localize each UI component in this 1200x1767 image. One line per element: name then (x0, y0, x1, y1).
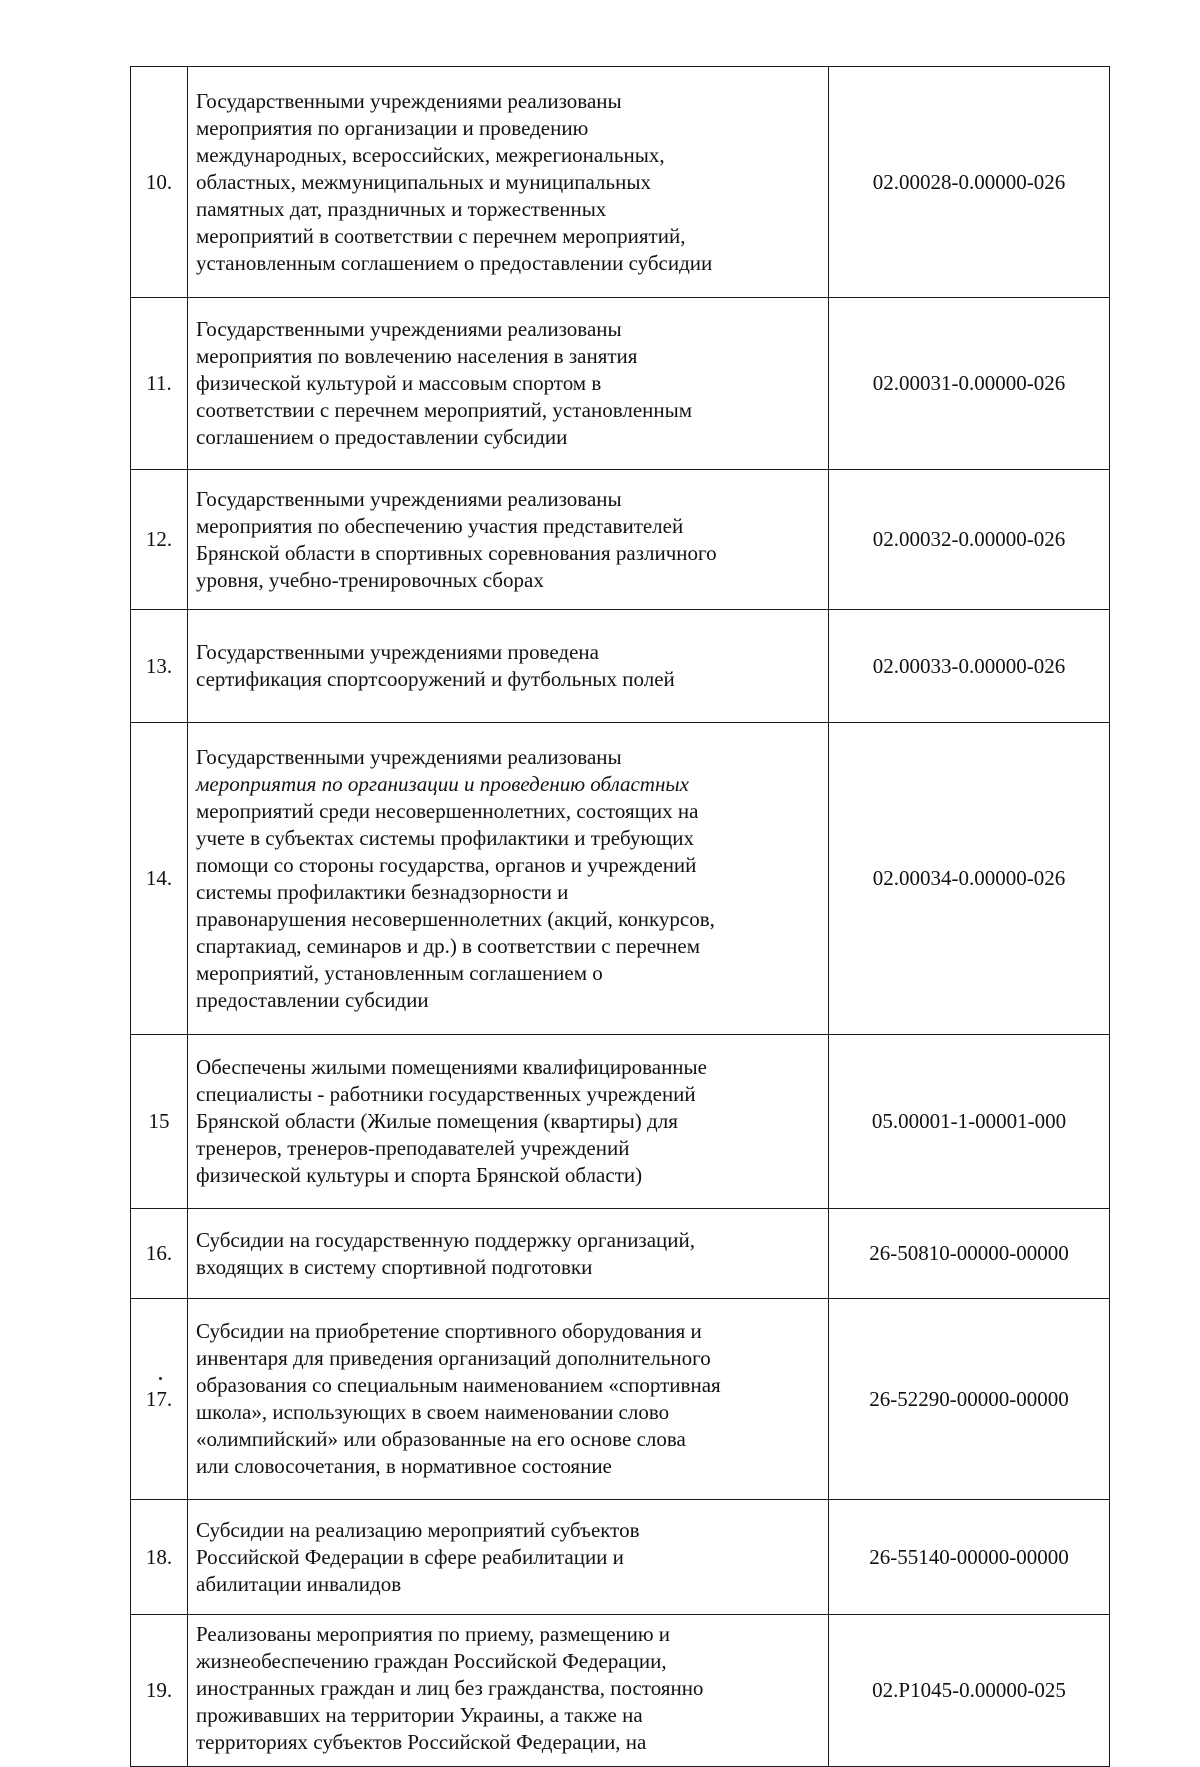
description-line: памятных дат, праздничных и торжественных (196, 196, 607, 221)
description-line: системы профилактики безнадзорности и (196, 879, 569, 904)
description-line: мероприятия по обеспечению участия представителей (196, 513, 684, 538)
description-line: иностранных граждан и лиц без гражданства, постоянно (196, 1676, 704, 1700)
table-row (131, 610, 1110, 723)
description-line: Субсидии на государственную поддержку организаций, (196, 1227, 696, 1252)
subsidy-results-table (130, 66, 1110, 1767)
row-code: 02.00033-0.00000-026 (829, 610, 1110, 723)
description-line: мероприятия по вовлечению населения в занятия (196, 344, 638, 368)
table-row (131, 1299, 1110, 1500)
description-line: абилитации инвалидов (196, 1571, 402, 1596)
scan-speck (159, 1377, 162, 1380)
description-line: предоставлении субсидии (196, 987, 429, 1012)
row-code: 02.00034-0.00000-026 (829, 723, 1110, 1035)
description-line: международных, всероссийских, межрегиональных, (196, 142, 665, 167)
row-description (188, 67, 829, 298)
description-line: мероприятия по организации и проведению (196, 115, 589, 140)
description-line: жизнеобеспечению граждан Российской Федерации, (196, 1649, 667, 1673)
description-line: сертификация спортсооружений и футбольных полей (196, 667, 675, 691)
row-code: 26-50810-00000-00000 (829, 1209, 1110, 1299)
table-row (131, 1615, 1110, 1767)
description-line: входящих в систему спортивной подготовки (196, 1254, 593, 1279)
description-line: Государственными учреждениями реализованы (196, 317, 622, 341)
description-line: физической культуры и спорта Брянской области) (196, 1163, 643, 1187)
row-description (188, 1500, 829, 1615)
row-number: 19. (131, 1615, 188, 1767)
description-line: Субсидии на приобретение спортивного оборудования и (196, 1319, 702, 1343)
description-line: специалисты - работники государственных учреждений (196, 1082, 696, 1106)
row-code: 05.00001-1-00001-000 (829, 1035, 1110, 1209)
row-description (188, 1209, 829, 1299)
description-line: помощи со стороны государства, органов и учреждений (196, 852, 697, 877)
table-row (131, 298, 1110, 470)
description-line: спартакиад, семинаров и др.) в соответствии с перечнем (196, 933, 701, 958)
description-line: Государственными учреждениями реализованы (196, 486, 622, 511)
table-row (131, 1209, 1110, 1299)
table-row (131, 1500, 1110, 1615)
row-code: 26-55140-00000-00000 (829, 1500, 1110, 1615)
description-line: Обеспечены жилыми помещениями квалифицированные (196, 1055, 707, 1079)
row-number: 18. (131, 1500, 188, 1615)
description-line: образования со специальным наименованием «спортивная (196, 1373, 721, 1397)
description-line: проживавших на территории Украины, а также на (196, 1703, 643, 1727)
row-code: 26-52290-00000-00000 (829, 1299, 1110, 1500)
row-number: 13. (131, 610, 188, 723)
description-line: Брянской области в спортивных соревнования различного (196, 540, 717, 565)
description-line: Государственными учреждениями реализованы (196, 88, 622, 113)
row-number: 12. (131, 470, 188, 610)
description-line: Субсидии на реализацию мероприятий субъектов (196, 1517, 640, 1542)
row-number: 15 (131, 1035, 188, 1209)
row-description (188, 610, 829, 723)
description-line: школа», использующих в своем наименовании слово (196, 1400, 670, 1424)
description-line: установленным соглашением о предоставлении субсидии (196, 250, 713, 275)
description-line: соответствии с перечнем мероприятий, установленным (196, 398, 693, 422)
description-line: учете в субъектах системы профилактики и требующих (196, 825, 695, 850)
description-line: мероприятий среди несовершеннолетних, состоящих на (196, 798, 699, 823)
description-line: Государственными учреждениями проведена (196, 640, 599, 664)
table-row (131, 723, 1110, 1035)
row-number: 14. (131, 723, 188, 1035)
table-row (131, 470, 1110, 610)
description-line: мероприятий, установленным соглашением о (196, 960, 603, 985)
table-row (131, 1035, 1110, 1209)
row-description (188, 1299, 829, 1500)
description-line: областных, межмуниципальных и муниципальных (196, 169, 651, 194)
row-code: 02.00032-0.00000-026 (829, 470, 1110, 610)
description-line: уровня, учебно-тренировочных сборах (196, 567, 544, 592)
description-line: тренеров, тренеров-преподавателей учреждений (196, 1136, 630, 1160)
description-line: мероприятия по организации и проведению областных (196, 771, 689, 796)
table-row (131, 67, 1110, 298)
row-code: 02.00028-0.00000-026 (829, 67, 1110, 298)
description-line: Государственными учреждениями реализованы (196, 744, 622, 769)
row-code: 02.P1045-0.00000-025 (829, 1615, 1110, 1767)
row-code: 02.00031-0.00000-026 (829, 298, 1110, 470)
row-description (188, 470, 829, 610)
description-line: соглашением о предоставлении субсидии (196, 425, 568, 449)
description-line: Реализованы мероприятия по приему, размещению и (196, 1622, 671, 1646)
row-description (188, 1035, 829, 1209)
description-line: правонарушения несовершеннолетних (акций, конкурсов, (196, 906, 715, 931)
description-line: физической культурой и массовым спортом в (196, 371, 602, 395)
row-number: 10. (131, 67, 188, 298)
row-description (188, 1615, 829, 1767)
row-number: 11. (131, 298, 188, 470)
row-description (188, 723, 829, 1035)
description-line: «олимпийский» или образованные на его основе слова (196, 1427, 686, 1451)
row-number: 16. (131, 1209, 188, 1299)
description-line: территориях субъектов Российской Федерации, на (196, 1730, 647, 1754)
description-line: мероприятий в соответствии с перечнем мероприятий, (196, 223, 686, 248)
description-line: или словосочетания, в нормативное состояние (196, 1454, 612, 1478)
row-description (188, 298, 829, 470)
description-line: Брянской области (Жилые помещения (квартиры) для (196, 1109, 678, 1133)
row-number: 17. (131, 1299, 188, 1500)
description-line: инвентаря для приведения организаций дополнительного (196, 1346, 711, 1370)
description-line: Российской Федерации в сфере реабилитации и (196, 1544, 624, 1569)
